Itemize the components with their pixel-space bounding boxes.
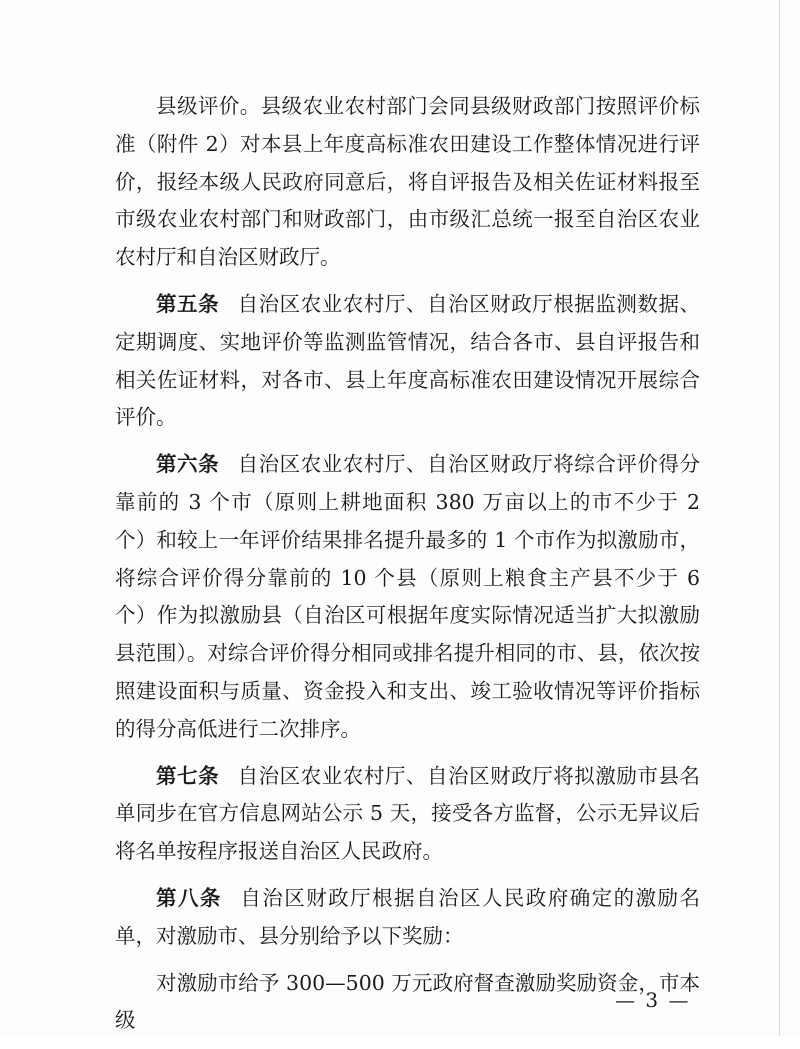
- paragraph-1: [115, 88, 700, 277]
- paragraph-article-5: [115, 286, 700, 437]
- page-edge-line: [779, 0, 780, 1036]
- paragraph-last-text: 对激励市给予 300—500 万元政府督查激励奖励资金，市本级: [115, 970, 700, 1033]
- article-7-heading: 第七条: [156, 763, 220, 788]
- paragraph-1-text: 县级评价。县级农业农村部门会同县级财政部门按照评价标准（附件 2）对本县上年度高标准农田建设工作整体情况进行评价，报经本级人民政府同意后，将自评报告及相关佐证材料报至市级农业农村部门和财政部门，由市级汇总统一报至自治区农业农村厅和自治区财政厅。: [115, 94, 700, 270]
- article-6-heading: 第六条: [156, 452, 220, 477]
- article-5-heading: 第五条: [156, 291, 220, 316]
- document-body: [115, 88, 700, 1049]
- article-7-text: 自治区农业农村厅、自治区财政厅将拟激励市县名单同步在官方信息网站公示 5 天，接受各方监督，公示无异议后将名单按程序报送自治区人民政府。: [115, 763, 701, 864]
- paragraph-article-8: [115, 880, 700, 956]
- article-6-text: 自治区农业农村厅、自治区财政厅将综合评价得分靠前的 3 个市（原则上耕地面积 380 万亩以上的市不少于 2 个）和较上一年评价结果排名提升最多的 1 个市作为拟激励市，将综合评价得分靠前的 10 个县（原则上粮食主产县不少于 6 个）作为拟激励县（自治区可根据年度实际情况适当扩大拟激励县范围）。对综合评价得分相同或排名提升相同的市、县，依次按照建设面积与质量、资金投入和支出、竣工验收情况等评价指标的得分高低进行二次排序。: [115, 452, 701, 741]
- article-8-heading: 第八条: [156, 885, 222, 910]
- page-number: — 3 —: [615, 988, 691, 1012]
- paragraph-last: [115, 965, 700, 1041]
- article-5-text: 自治区农业农村厅、自治区财政厅根据监测数据、定期调度、实地评价等监测监管情况，结合各市、县自评报告和相关佐证材料，对各市、县上年度高标准农田建设情况开展综合评价。: [115, 291, 701, 430]
- paragraph-article-7: [115, 758, 700, 871]
- paragraph-article-6: [115, 446, 700, 748]
- article-8-text: 自治区财政厅根据自治区人民政府确定的激励名单，对激励市、县分别给予以下奖励：: [115, 885, 701, 948]
